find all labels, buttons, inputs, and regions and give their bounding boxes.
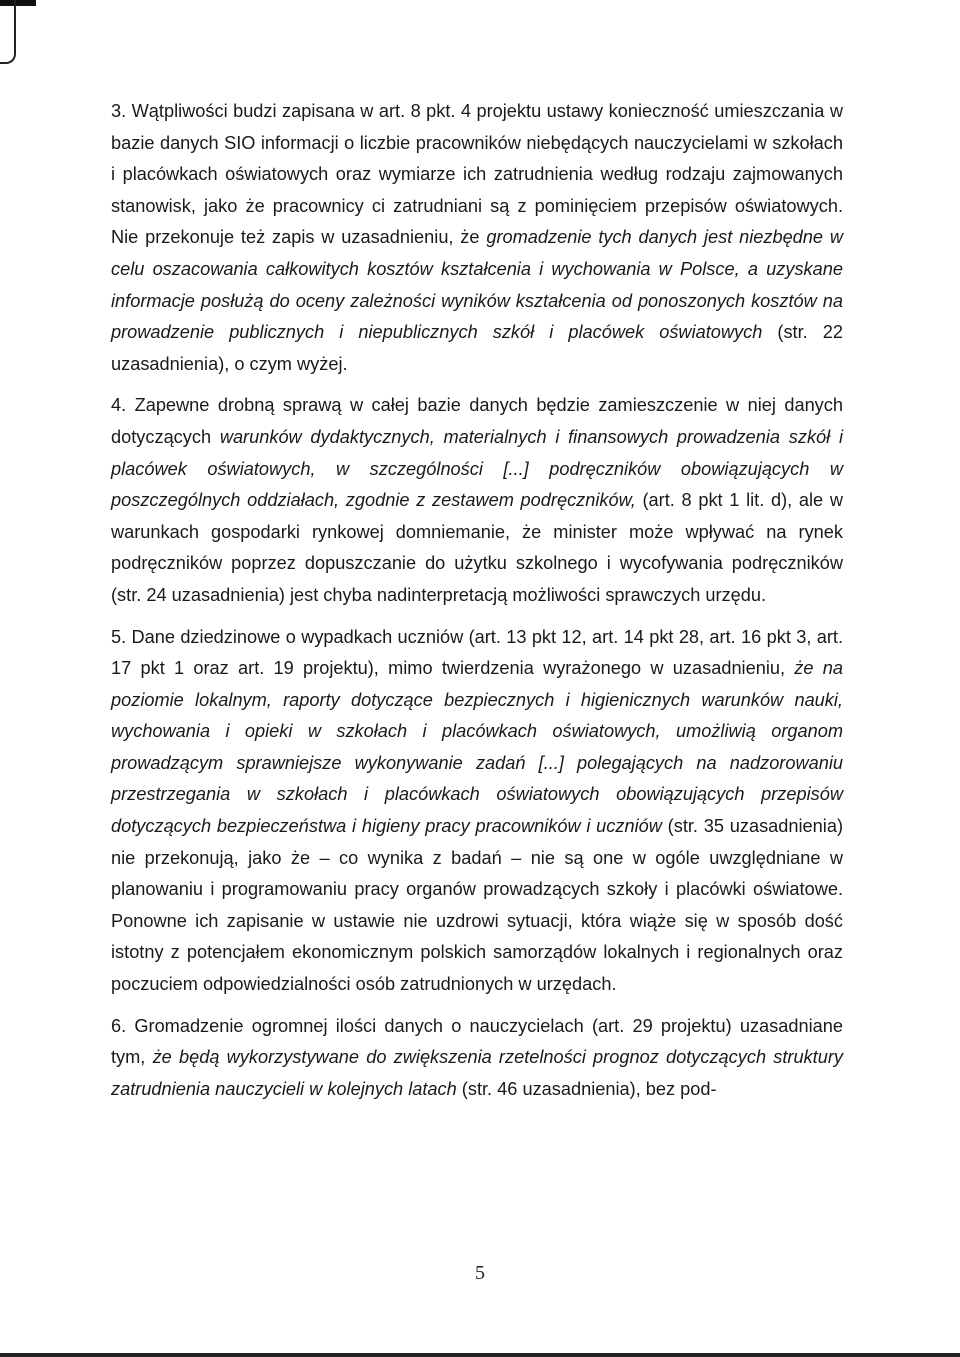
scan-artifact-left [0,0,16,64]
paragraph-gap [111,1001,843,1011]
text-segment: (str. 35 uzasadnienia) nie przekonują, jako że – co wynika z badań – nie są one w ogóle uwzględniane w planowaniu i programowaniu pracy organów prowadzących szkoły i placówki oświatowe. Ponowne ich zapisanie w ustawie nie uzdrowi sytuacji, która wiąże się w sposób dość istotny z potencjałem ekonomicznym polskich samorządów lokalnych i regionalnych oraz poczuciem odpowiedzialności osób zatrudnionych w urzędach. [111,816,843,995]
quoted-text: że będą wykorzystywane do zwiększenia rzetelności prognoz dotyczących struktury zatrudnienia nauczycieli w kolejnych latach [111,1047,843,1099]
paragraph-5 [111,622,843,1001]
text-segment: (str. 22 uzasadnienia), o czym wyżej. [111,322,844,374]
paragraph-3 [111,96,843,380]
paragraph-gap [111,612,843,622]
paragraph-6 [111,1011,843,1106]
text-segment: 4. Zapewne drobną sprawą w całej bazie danych będzie zamieszczenie w niej danych dotyczących [111,395,843,447]
text-segment: (art. 8 pkt 1 lit. d), ale w warunkach gospodarki rynkowej domniemanie, że minister może wpływać na rynek podręczników poprzez dopuszczanie do użytku szkolnego i wycofywania podręczników (str. 24 uzasadnienia) jest chyba nadinterpretacją możliwości sprawczych urzędu. [111,490,843,605]
text-segment: 6. Gromadzenie ogromnej ilości danych o nauczycielach (art. 29 projektu) uzasadniane tym, [111,1015,843,1068]
paragraph-gap [111,380,843,390]
document-body [111,96,843,1105]
quoted-text: gromadzenie tych danych jest niezbędne w celu oszacowania całkowitych kosztów kształcenia i wychowania w Polsce, a uzyskane informacje posłużą do oceny zależności wyników kształcenia od ponoszonych kosztów na prowadzenie publicznych i niepublicznych szkół i placówek oświatowych [111,227,843,343]
page-number: 5 [475,1262,485,1284]
paragraph-4 [111,390,843,611]
scan-artifact-bottom [0,1353,960,1357]
text-segment: (str. 46 uzasadnienia), bez pod- [456,1078,717,1099]
quoted-text: że na poziomie lokalnym, raporty dotyczące bezpiecznych i higienicznych warunków nauki, wychowania i opieki w szkołach i placówkach oświatowych, umożliwią organom prowadzącym sprawniejsze wykonywanie zadań [...] polegających na nadzorowaniu przestrzegania w szkołach i placówkach oświatowych obowiązujących przepisów dotyczących bezpieczeństwa i higieny pracy pracowników i uczniów [111,658,843,837]
text-segment: 3. Wątpliwości budzi zapisana w art. 8 pkt. 4 projektu ustawy konieczność umieszczania w bazie danych SIO informacji o liczbie pracowników niebędących nauczycielami w szkołach i placówkach oświatowych oraz wymiarze ich zatrudnienia według rodzaju zajmowanych stanowisk, jako że pracownicy ci zatrudniani są z pominięciem przepisów oświatowych. Nie przekonuje też zapis w uzasadnieniu, że [111,101,843,248]
text-segment: 5. Dane dziedzinowe o wypadkach uczniów (art. 13 pkt 12, art. 14 pkt 28, art. 16 pkt 3, art. 17 pkt 1 oraz art. 19 projektu), mimo twierdzenia wyrażonego w uzasadnieniu, [111,626,843,679]
quoted-text: warunków dydaktycznych, materialnych i finansowych prowadzenia szkół i placówek oświatowych, w szczególności [...] podręczników obowiązujących w poszczególnych oddziałach, zgodnie z zestawem podręczników, [111,426,843,511]
